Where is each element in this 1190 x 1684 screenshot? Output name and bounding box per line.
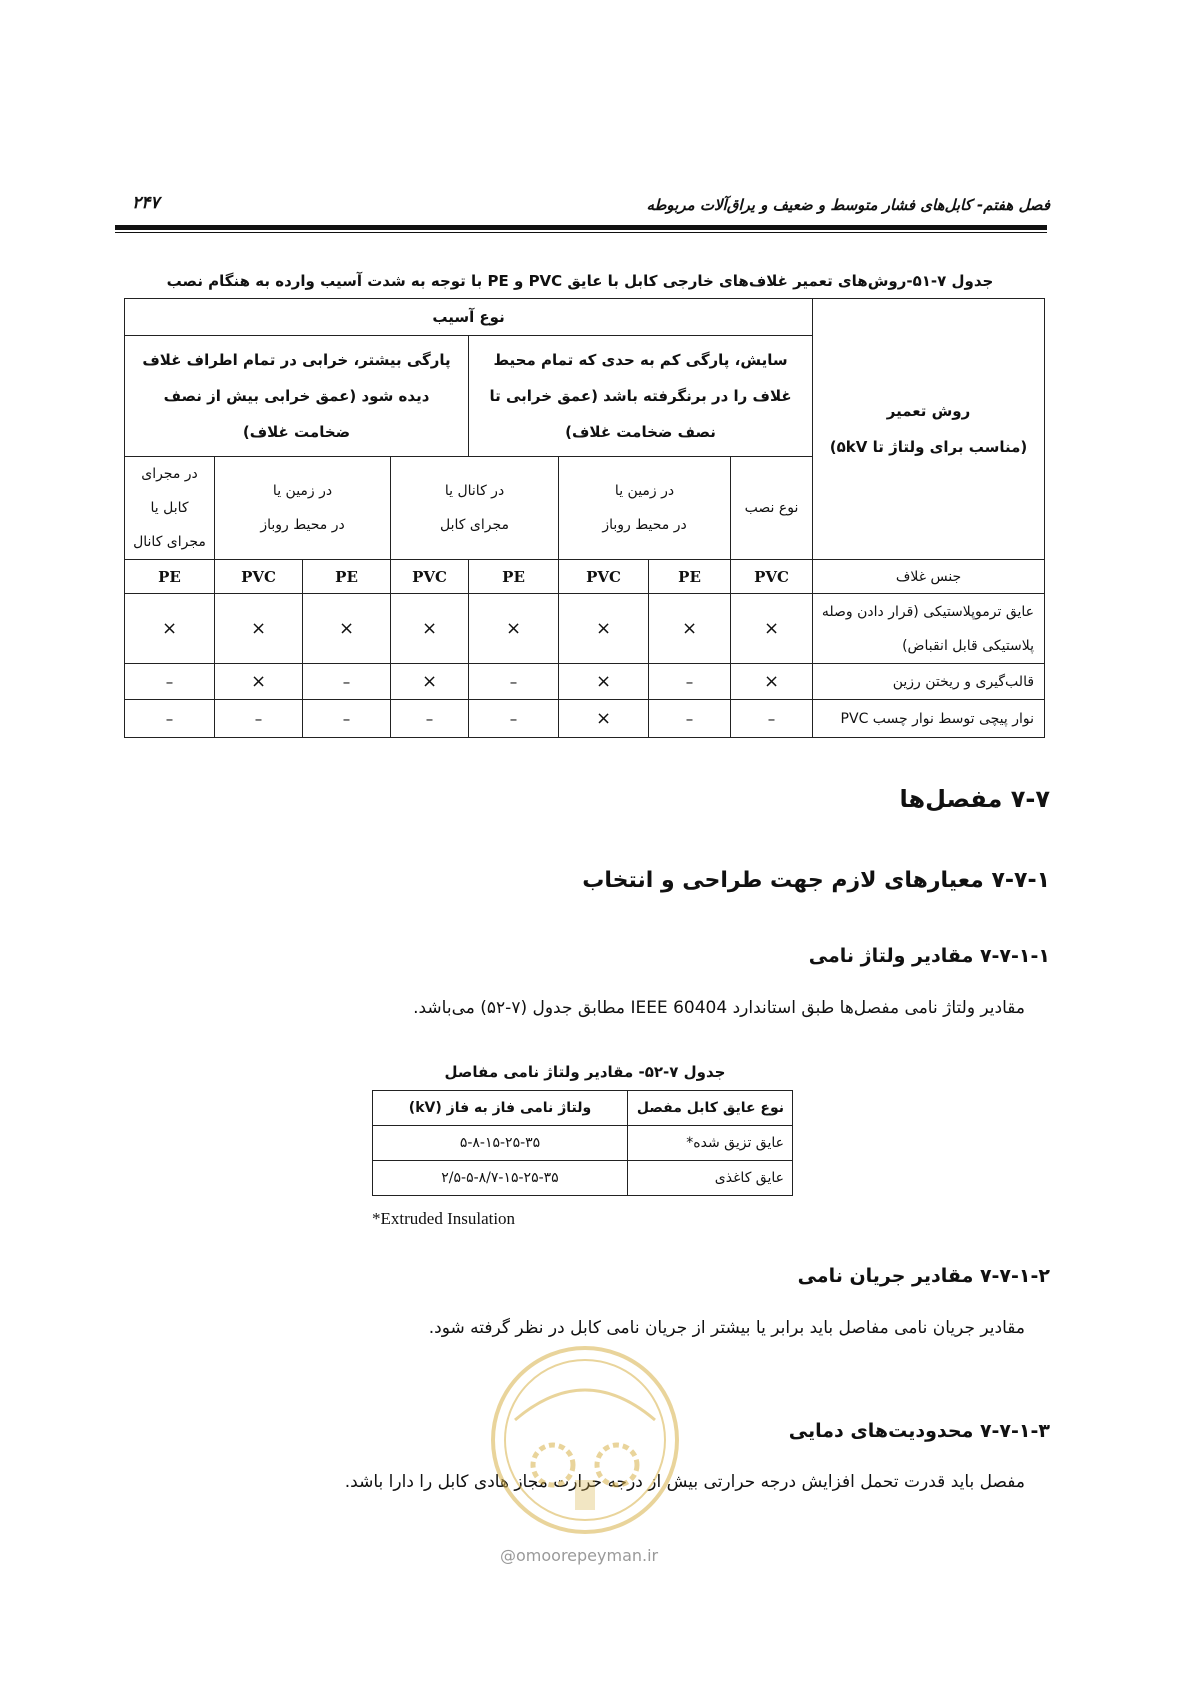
table-52 [372, 1090, 793, 1196]
section-heading-7-7-1-1: ۷-۷-۱-۱ مقادیر ولتاژ نامی [808, 945, 1050, 967]
material-cell: PE [303, 560, 391, 594]
section-heading-7-7-1-2: ۷-۷-۱-۲ مقادیر جریان نامی [797, 1265, 1050, 1287]
header-rule [115, 225, 1047, 230]
cell: – [469, 700, 559, 738]
damage-light-header: سایش، پارگی کم به حدی که تمام محیط غلاف را در برنگرفته باشد (عمق خرابی تا نصف ضخامت غلاف) [469, 336, 813, 457]
install-4: در مجرای کابل یا مجرای کانال [125, 457, 215, 560]
method-header-text: روش تعمیر (مناسب برای ولتاژ تا ۵kV) [829, 402, 1028, 456]
cell: – [215, 700, 303, 738]
running-header: فصل هفتم- کابل‌های فشار متوسط و ضعیف و یراق‌آلات مربوطه [646, 196, 1050, 214]
cell: × [731, 664, 813, 700]
voltage-values: ۵-۸-۱۵-۲۵-۳۵ [373, 1126, 628, 1161]
damage-heavy-header: پارگی بیشتر، خرابی در تمام اطراف غلاف دیده شود (عمق خرابی بیش از نصف ضخامت غلاف) [125, 336, 469, 457]
insulation-type: عایق تزیق شده* [628, 1126, 793, 1161]
watermark-site: @omoorepeyman.ir [500, 1546, 659, 1565]
cell: – [731, 700, 813, 738]
cell: × [215, 594, 303, 664]
cell: × [391, 594, 469, 664]
table-row [373, 1126, 793, 1161]
material-cell: PE [125, 560, 215, 594]
cell: × [731, 594, 813, 664]
material-cell: PVC [391, 560, 469, 594]
table-52-col1-header: نوع عایق کابل مفصل [628, 1091, 793, 1126]
section-heading-7-7-1: ۷-۷-۱ معیارهای لازم جهت طراحی و انتخاب [582, 868, 1050, 893]
section-heading-7-7-1-3: ۷-۷-۱-۳ محدودیت‌های دمایی [788, 1420, 1050, 1442]
cell: – [125, 664, 215, 700]
method-header [813, 299, 1045, 560]
table-row [125, 664, 1045, 700]
cell: – [125, 700, 215, 738]
paragraph-temperature: مفصل باید قدرت تحمل افزایش درجه حرارتی بیش از درجه حرارت مجاز هادی کابل را دارا باشد. [344, 1472, 1025, 1492]
row-label: نوار پیچی توسط نوار چسب PVC [813, 700, 1045, 738]
table-51-caption: جدول ۷-۵۱-روش‌های تعمیر غلاف‌های خارجی کابل با عایق PVC و PE با توجه به شدت آسیب وارده به هنگام نصب [166, 272, 994, 290]
table-row [125, 594, 1045, 664]
page-number: ۲۴۷ [132, 193, 160, 213]
material-cell: PE [649, 560, 731, 594]
table-51 [124, 298, 1045, 738]
section-heading-7-7: ۷-۷ مفصل‌ها [899, 785, 1050, 813]
cell: × [559, 700, 649, 738]
cell: × [391, 664, 469, 700]
insulation-type: عایق کاغذی [628, 1161, 793, 1196]
cell: × [303, 594, 391, 664]
voltage-values: ۲/۵-۵-۸/۷-۱۵-۲۵-۳۵ [373, 1161, 628, 1196]
table-row [373, 1161, 793, 1196]
damage-type-header: نوع آسیب [125, 299, 813, 336]
paragraph-voltage: مقادیر ولتاژ نامی مفصل‌ها طبق استاندارد IEEE 60404 مطابق جدول (۷-۵۲) می‌باشد. [413, 998, 1025, 1018]
install-1: در زمین یا در محیط روباز [559, 457, 731, 560]
cell: – [391, 700, 469, 738]
material-cell: PVC [731, 560, 813, 594]
cell: × [559, 594, 649, 664]
sheath-label: جنس غلاف [813, 560, 1045, 594]
table-52-footnote: *Extruded Insulation [372, 1209, 516, 1228]
install-type-label: نوع نصب [731, 457, 813, 560]
watermark-logo [485, 1340, 685, 1540]
cell: – [649, 700, 731, 738]
install-2: در کانال یا مجرای کابل [391, 457, 559, 560]
cell: – [469, 664, 559, 700]
cell: – [303, 700, 391, 738]
cell: × [215, 664, 303, 700]
paragraph-current: مقادیر جریان نامی مفاصل باید برابر یا بیشتر از جریان نامی کابل در نظر گرفته شود. [428, 1318, 1025, 1338]
table-52-col2-header: ولتاژ نامی فاز به فاز (kV) [373, 1091, 628, 1126]
cell: × [125, 594, 215, 664]
table-row [125, 700, 1045, 738]
material-cell: PVC [215, 560, 303, 594]
material-cell: PVC [559, 560, 649, 594]
row-label: عایق ترموپلاستیکی (قرار دادن وصله پلاستیکی قابل انقباض) [813, 594, 1045, 664]
material-cell: PE [469, 560, 559, 594]
cell: – [649, 664, 731, 700]
install-3: در زمین یا در محیط روباز [215, 457, 391, 560]
cell: – [303, 664, 391, 700]
table-52-caption: جدول ۷-۵۲- مقادیر ولتاژ نامی مفاصل [444, 1063, 726, 1081]
row-label: قالب‌گیری و ریختن رزین [813, 664, 1045, 700]
header-rule-thin [115, 232, 1047, 233]
cell: × [559, 664, 649, 700]
cell: × [649, 594, 731, 664]
cell: × [469, 594, 559, 664]
